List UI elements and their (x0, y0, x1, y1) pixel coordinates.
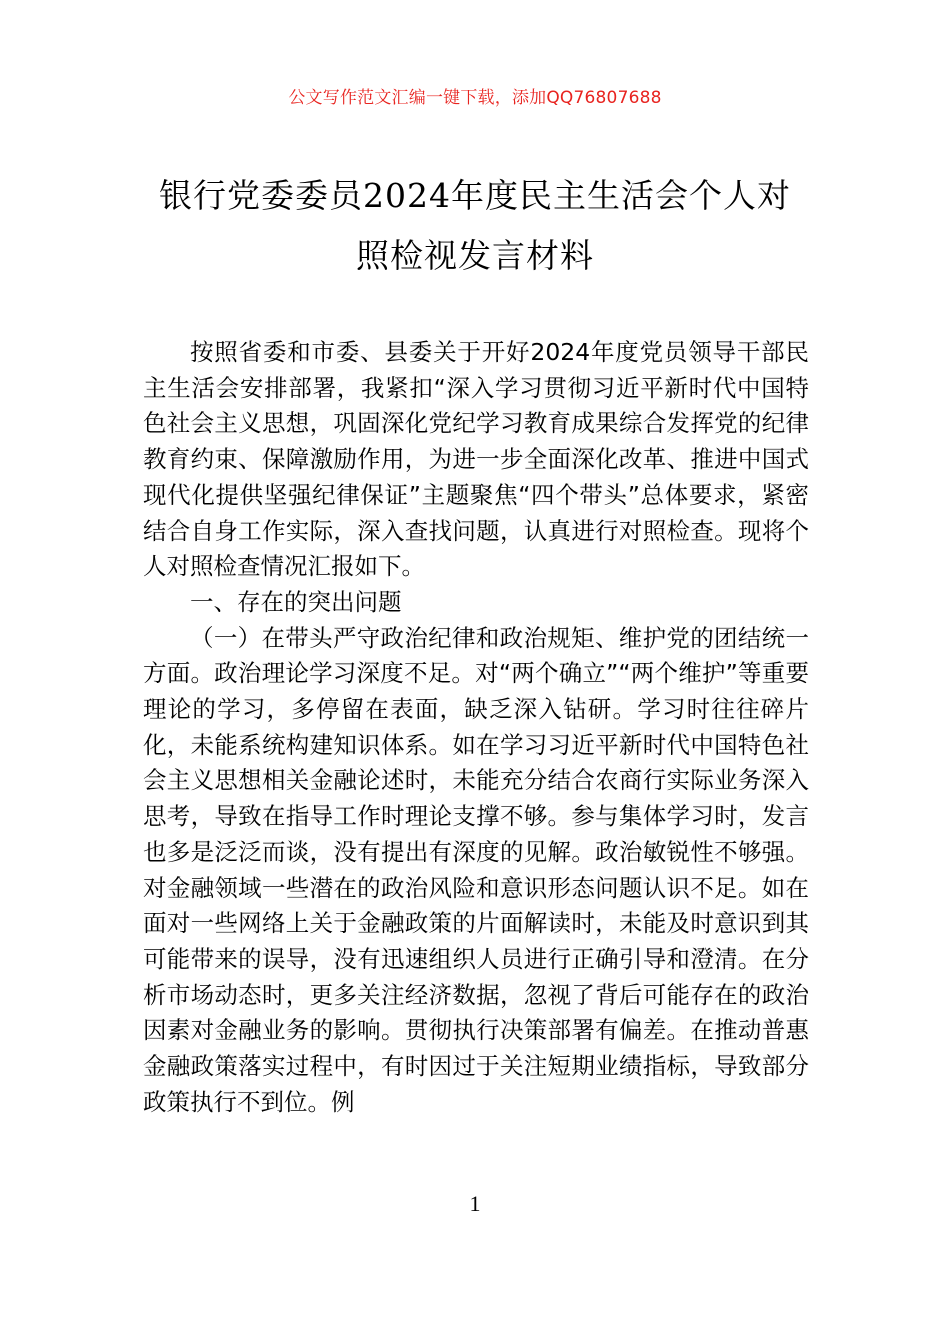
document-title (100, 166, 850, 286)
watermark-text: 公文写作范文汇编一键下载，添加QQ76807688 (288, 88, 662, 108)
document-body (143, 335, 809, 1120)
title-line-1: 银行党委委员2024年度民主生活会个人对 (159, 176, 791, 215)
intro-paragraph: 按照省委和市委、县委关于开好2024年度党员领导干部民主生活会安排部署，我紧扣“深入学习贯彻习近平新时代中国特色社会主义思想，巩固深化党纪学习教育成果综合发挥党的纪律教育约束、保障激励作用，为进一步全面深化改革、推进中国式现代化提供坚强纪律保证”主题聚焦“四个带头”总体要求，紧密结合自身工作实际，深入查找问题，认真进行对照检查。现将个人对照检查情况汇报如下。 (143, 338, 809, 581)
page-number: 1 (469, 1191, 481, 1216)
title-line-2: 照检视发言材料 (356, 236, 594, 275)
section-heading: 一、存在的突出问题 (190, 587, 402, 616)
body-paragraph: （一）在带头严守政治纪律和政治规矩、维护党的团结统一方面。政治理论学习深度不足。对“两个确立”“两个维护”等重要理论的学习，多停留在表面，缺乏深入钻研。学习时往往碎片化，未能系统构建知识体系。如在学习习近平新时代中国特色社会主义思想相关金融论述时，未能充分结合农商行实际业务深入思考，导致在指导工作时理论支撑不够。参与集体学习时，发言也多是泛泛而谈，没有提出有深度的见解。政治敏锐性不够强。对金融领域一些潜在的政治风险和意识形态问题认识不足。如在面对一些网络上关于金融政策的片面解读时，未能及时意识到其可能带来的误导，没有迅速组织人员进行正确引导和澄清。在分析市场动态时，更多关注经济数据，忽视了背后可能存在的政治因素对金融业务的影响。贯彻执行决策部署有偏差。在推动普惠金融政策落实过程中，有时因过于关注短期业绩指标，导致部分政策执行不到位。例 (143, 623, 809, 1116)
